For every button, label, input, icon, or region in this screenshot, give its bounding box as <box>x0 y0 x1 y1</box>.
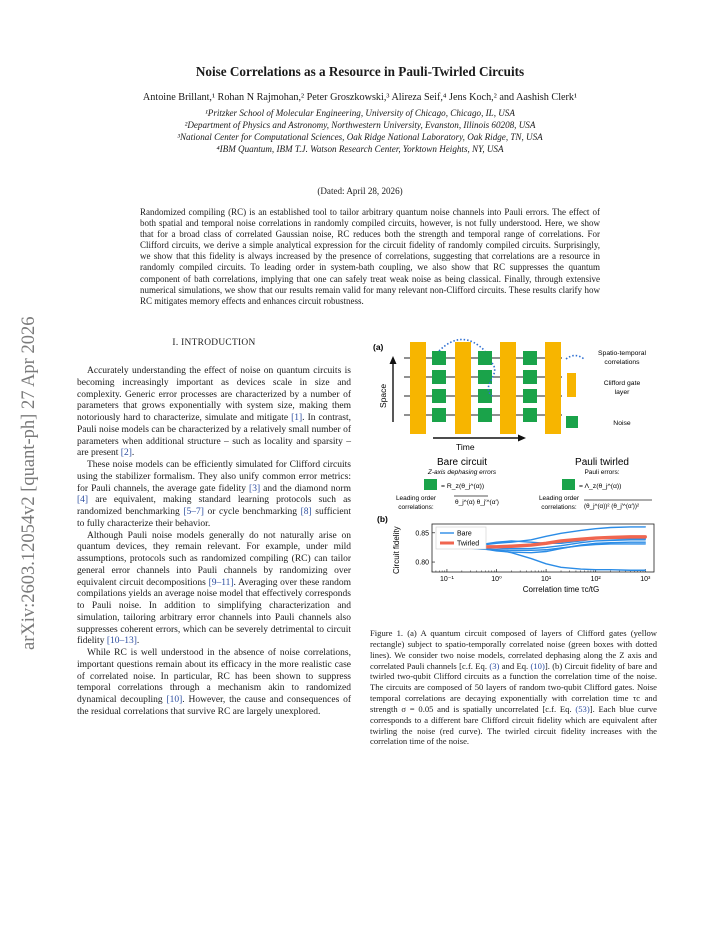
text-run: These noise models can be efficiently simulated for Clifford circuits using the stabilizer formalism. They also unify common error metrics: for Pauli channels, the average gate fidelity <box>77 460 351 494</box>
text-run: Accurately understanding the effect of noise on quantum circuits is becoming increasingly important as devices scale in size and complexity. Generic error processes are characterized by a number of parameters that grows exponentially with system size, making them notoriously hard to characterize, simulate and mitigate <box>77 366 351 423</box>
legend-entry: Bare <box>457 530 472 538</box>
twirled-subtitle: Pauli errors: <box>584 469 620 476</box>
abstract: Randomized compiling (RC) is an established tool to tailor arbitrary quantum noise channels into Pauli errors. The effect of both spatial and temporal noise correlations in randomly compiled circuits, however, is not fully understood. Here, we show that for a broad class of correlated Gaussian noise, RC reduces both the strength and temporal range of correlations. For Clifford circuits, we derive a simple analytical expression for the circuit fidelity of randomly compiled circuits. Surprisingly, we show that this fidelity is always increased by the presence of correlations, suggesting that correlations are a resource in randomly compiled circuits. To leading order in system-bath coupling, we also show that RC suppresses the quantum component of bath correlations, implying that one can safely treat weak noise as being classical. Finally, through extensive numerical simulations, we show that our results remain valid for many relevant non-Clifford circuits. These results clarify how RC mitigates memory effects and enhances circuit robustness. <box>140 207 600 306</box>
intro-paragraph <box>77 648 351 719</box>
x-tick-label: 10⁰ <box>491 576 502 583</box>
arxiv-side-stamp <box>6 160 46 660</box>
legend-spatiotemporal: correlations <box>604 359 640 366</box>
affiliation-1: ¹Pritzker School of Molecular Engineering, University of Chicago, Chicago, IL, USA <box>205 108 515 118</box>
text-run: Although Pauli noise models generally do not naturally arise on quantum devices, they remain relevant. For example, under mild assumptions, protocols such as randomized compiling (RC) can tailor general error channels into Pauli channels by randomizing over equivalent circuit decompositions <box>77 530 351 588</box>
panel-b-label: (b) <box>377 514 388 524</box>
noise-box <box>523 389 537 403</box>
x-axis-label: Correlation time τc/tG <box>522 585 600 594</box>
dated-line: (Dated: April 28, 2026) <box>317 186 403 196</box>
legend-dotted-icon <box>566 356 584 360</box>
citation-link[interactable]: [4] <box>77 495 89 506</box>
noise-box <box>523 351 537 365</box>
y-axis-label: Circuit fidelity <box>392 526 401 574</box>
bare-circuit-title: Bare circuit <box>436 457 488 468</box>
equation-link[interactable]: (10) <box>530 660 545 671</box>
intro-paragraph <box>77 366 351 460</box>
circuit-diagram <box>378 340 562 453</box>
equation-link[interactable]: (3) <box>489 660 500 671</box>
time-label: Time <box>456 442 475 452</box>
citation-link[interactable]: [10] <box>166 695 183 705</box>
intro-paragraph <box>77 460 351 531</box>
citation-link[interactable]: [1] <box>291 413 303 423</box>
text-run: While RC is well understood in the absence of noise correlations, important questions remain about its efficacy in the more realistic case of correlated noise. In particular, RC has been shown to suppress temporal correlations through a mechanism akin to randomized dynamical decoupling <box>77 648 351 705</box>
legend-gate-swatch <box>567 373 576 397</box>
twirled-correlation: (θ_j^(α))² (θ_j′^(α′))² <box>584 503 640 510</box>
bare-correlation: θ_j^(α) θ_j′^(α′) <box>455 499 499 506</box>
noise-box <box>478 389 492 403</box>
leading-order-label: Leading order <box>538 495 580 502</box>
affiliation-4: ⁴IBM Quantum, IBM T.J. Watson Research Center, Yorktown Heights, NY, USA <box>216 144 504 154</box>
legend-noise: Noise <box>613 420 631 427</box>
affiliation-2: ²Department of Physics and Astronomy, Northwestern University, Evanston, Illinois 60208, USA <box>184 120 536 130</box>
y-tick-label: 0.80 <box>415 559 429 567</box>
text-run: are equivalent, making standard learning protocols such as randomized benchmarking <box>77 495 351 517</box>
noise-box <box>478 408 492 422</box>
twirled-equation: = Λ_z(θ_j^(α)) <box>579 483 622 490</box>
intro-body <box>77 366 351 719</box>
text-run: ]. (b) Circuit fidelity of bare and twirled two-qubit Clifford circuits as a function the correlation time of the noise. The circuits are composed of 50 layers of random two-qubit Clifford gates. Noise temporal correlations are decaying exponentially with correlation time τc and strength σ = 0.05 and is spatially uncorrelated [c.f. Eq. <box>370 660 657 714</box>
equation-link[interactable]: (53) <box>575 703 590 714</box>
text-run: and the diamond norm <box>260 483 351 494</box>
legend-noise-swatch <box>566 416 578 428</box>
citation-link[interactable]: [10–13] <box>106 636 137 647</box>
y-tick-label: 0.85 <box>415 530 429 538</box>
bare-circuit-subtitle: Z-axis dephasing errors <box>427 469 497 476</box>
clifford-layer <box>410 342 426 434</box>
fidelity-chart <box>392 524 654 594</box>
noise-box <box>478 351 492 365</box>
citation-link[interactable]: [9–11] <box>208 577 234 588</box>
section-heading: I. INTRODUCTION <box>172 338 256 348</box>
text-run: ]. Each blue curve corresponds to a different bare Clifford circuit fidelity which are equivalent after twirling the noise (red curve). The twirled circuit fidelity increases with the correlation time of the noise. <box>370 703 657 747</box>
figure-1 <box>370 330 664 620</box>
citation-link[interactable]: [5–7] <box>183 507 204 517</box>
text-run: Figure 1. (a) A quantum circuit composed of layers of Clifford gates (yellow rectangle) subject to spatio-temporally correlated noise (green boxes with dotted lines). We consider two noise models, correlated dephasing along the Z axis and correlated Pauli channels [c.f. Eq. <box>370 628 657 671</box>
citation-link[interactable]: [8] <box>300 507 312 517</box>
noise-box <box>432 389 446 403</box>
twirled-noise-swatch <box>562 479 575 490</box>
x-tick-label: 10³ <box>640 576 651 583</box>
twirled-title: Pauli twirled <box>575 457 629 468</box>
figure-caption <box>370 628 657 747</box>
intro-paragraph <box>77 531 351 649</box>
legend-clifford: Clifford gate <box>603 380 641 387</box>
x-tick-label: 10¹ <box>541 576 552 583</box>
bare-noise-swatch <box>424 479 437 490</box>
text-run: . <box>131 448 135 459</box>
legend-spatiotemporal: Spatio-temporal <box>598 350 646 357</box>
space-label: Space <box>378 383 388 408</box>
noise-box <box>432 351 446 365</box>
leading-order-label: correlations: <box>398 504 434 511</box>
clifford-layer <box>545 342 561 434</box>
text-run: . In contrast, Pauli noise models can be characterized by a relatively small number of parameters when additional structure – such as locality and sparsity – are present <box>77 413 351 459</box>
noise-box <box>523 408 537 422</box>
paper-title: Noise Correlations as a Resource in Pauli-Twirled Circuits <box>195 64 525 79</box>
time-arrow-head <box>518 435 526 442</box>
noise-box <box>478 370 492 384</box>
text-run: . <box>136 636 140 647</box>
panel-a-label: (a) <box>373 342 384 352</box>
leading-order-label: correlations: <box>541 504 577 511</box>
legend-clifford: layer <box>614 389 630 396</box>
arxiv-stamp-text: arXiv:2603.12054v2 [quant-ph] 27 Apr 2026 <box>19 316 39 650</box>
space-arrow-head <box>390 356 397 364</box>
text-run: . However, the cause and consequences of the residual correlations that survive RC are largely unexplored. <box>77 695 352 717</box>
noise-box <box>432 370 446 384</box>
citation-link[interactable]: [2] <box>120 448 132 459</box>
bare-equation: = R_z(θ_j^(α)) <box>441 483 485 490</box>
noise-box <box>523 370 537 384</box>
x-tick-label: 10⁻¹ <box>440 576 454 583</box>
leading-order-label: Leading order <box>395 495 437 502</box>
text-run: or cycle benchmarking <box>203 507 301 517</box>
clifford-layer <box>500 342 516 434</box>
x-tick-label: 10² <box>590 576 601 583</box>
clifford-layer <box>455 342 471 434</box>
citation-link[interactable]: [3] <box>249 483 261 494</box>
author-list: Antoine Brillant,¹ Rohan N Rajmohan,² Peter Groszkowski,³ Alireza Seif,⁴ Jens Koch,² and Aashish Clerk¹ <box>142 92 578 103</box>
legend-entry: Twirled <box>457 540 480 548</box>
affiliation-3: ³National Center for Computational Sciences, Oak Ridge National Laboratory, Oak Ridge, TN, USA <box>177 132 543 142</box>
text-run: and Eq. <box>499 660 531 671</box>
noise-box <box>432 408 446 422</box>
text-run: sufficient to fully characterize their behavior. <box>77 507 351 529</box>
text-run: . Averaging over these random compilations yields an average noise model that effectively corresponds to Pauli noise. In addition to simplifying characterization and simulation, tailoring arbitrary error channels into Pauli channels also suppresses coherent errors, which can be severely detrimental to circuit fidelity <box>77 577 351 647</box>
